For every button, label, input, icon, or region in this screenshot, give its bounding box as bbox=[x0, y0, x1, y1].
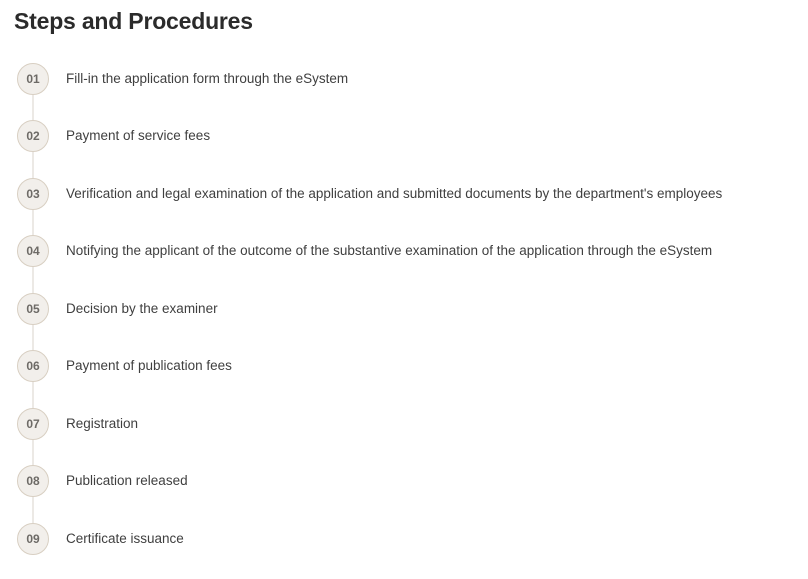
step-marker bbox=[0, 338, 66, 396]
step-number-badge: 09 bbox=[17, 523, 49, 555]
list-item bbox=[0, 453, 808, 511]
connector-line bbox=[33, 223, 34, 236]
step-number-badge: 03 bbox=[17, 178, 49, 210]
connector-line bbox=[33, 453, 34, 466]
connector-line bbox=[33, 382, 34, 395]
step-label: Registration bbox=[66, 415, 139, 431]
step-label: Payment of service fees bbox=[66, 128, 211, 144]
step-label: Notifying the applicant of the outcome of the substantive examination of the application through the eSystem bbox=[66, 243, 713, 259]
step-label: Publication released bbox=[66, 473, 188, 489]
steps-list bbox=[0, 50, 808, 568]
step-number-badge: 05 bbox=[17, 293, 49, 325]
list-item bbox=[0, 280, 808, 338]
connector-line bbox=[33, 440, 34, 453]
step-label: Verification and legal examination of the application and submitted documents by the department's employees bbox=[66, 185, 723, 201]
step-label: Payment of publication fees bbox=[66, 358, 232, 374]
connector-line bbox=[33, 395, 34, 408]
connector-line bbox=[33, 510, 34, 523]
list-item bbox=[0, 510, 808, 568]
step-marker bbox=[0, 453, 66, 511]
step-number-badge: 02 bbox=[17, 120, 49, 152]
step-number-badge: 04 bbox=[17, 235, 49, 267]
step-number-badge: 06 bbox=[17, 350, 49, 382]
list-item bbox=[0, 165, 808, 223]
connector-line bbox=[33, 95, 34, 108]
connector-line bbox=[33, 165, 34, 178]
step-marker bbox=[0, 280, 66, 338]
step-marker bbox=[0, 108, 66, 166]
list-item bbox=[0, 223, 808, 281]
connector-line bbox=[33, 210, 34, 223]
step-number-badge: 07 bbox=[17, 408, 49, 440]
step-marker bbox=[0, 395, 66, 453]
connector-line bbox=[33, 267, 34, 280]
connector-line bbox=[33, 152, 34, 165]
connector-line bbox=[33, 338, 34, 351]
connector-line bbox=[33, 497, 34, 510]
step-label: Fill-in the application form through the eSystem bbox=[66, 70, 349, 86]
list-item bbox=[0, 50, 808, 108]
list-item bbox=[0, 108, 808, 166]
page-title: Steps and Procedures bbox=[14, 8, 253, 34]
connector-line bbox=[33, 108, 34, 121]
connector-line bbox=[33, 325, 34, 338]
step-number-badge: 08 bbox=[17, 465, 49, 497]
step-label: Certificate issuance bbox=[66, 530, 184, 546]
step-marker bbox=[0, 223, 66, 281]
list-item bbox=[0, 395, 808, 453]
step-marker bbox=[0, 165, 66, 223]
connector-line bbox=[33, 280, 34, 293]
step-label: Decision by the examiner bbox=[66, 300, 218, 316]
step-number-badge: 01 bbox=[17, 63, 49, 95]
step-marker bbox=[0, 50, 66, 108]
step-marker bbox=[0, 510, 66, 568]
list-item bbox=[0, 338, 808, 396]
